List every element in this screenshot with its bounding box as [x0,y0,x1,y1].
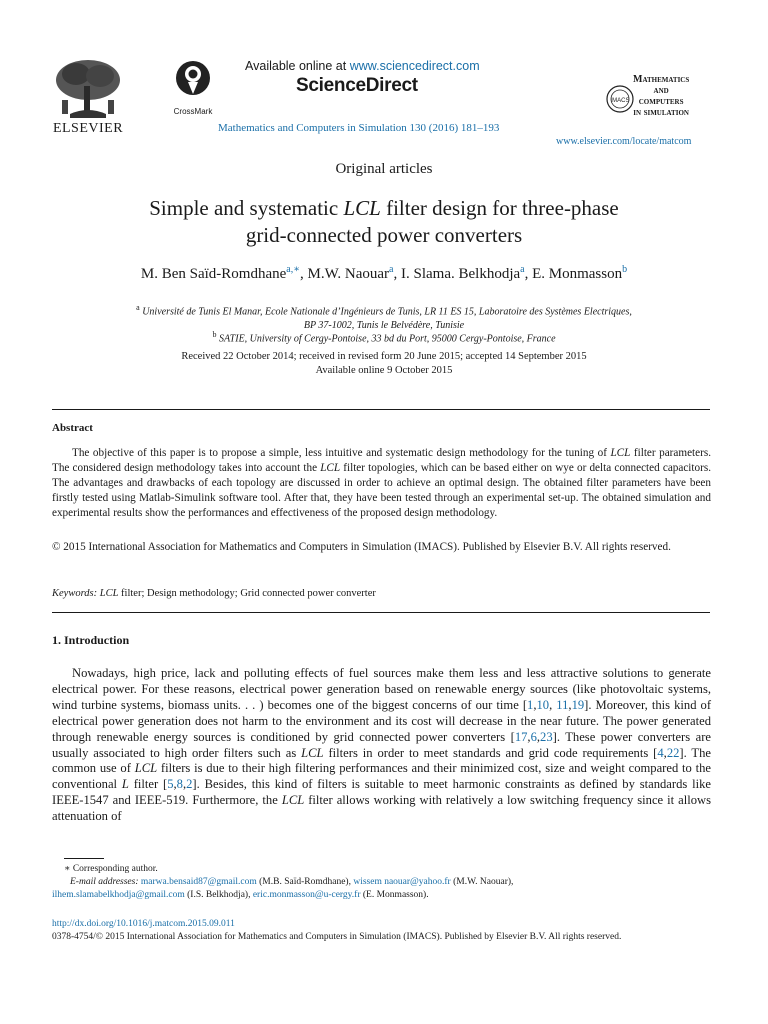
citation-link[interactable]: 22 [666,745,680,760]
email-link[interactable]: eric.monmasson@u-cergy.fr [252,890,361,900]
available-online [245,59,480,73]
introduction-paragraph: Nowadays, high price, lack and polluting effects of fuel sources make them less and less attractive solutions to generate electrical power. For these reasons, electrical power generation based on renewable energy sources (like photovoltaic systems, wind turbine systems, biomass units. . . ) becomes one of the biggest concerns of our time [1,10, 11,19]. Moreover, this kind of electrical power generation does not harm to the environment and its cost will decrease in the near future. The power generated through renewable energy sources is conditioned by grid connected power converters [17,6,23]. These power converters are usually associated to high order filters such as LCL filters in order to meet standards and grid code requirements [4,22]. The common use of LCL filters is due to their high filtering performances and their minimized cost, size and weight compared to the conventional L filter [5,8,2]. Besides, this kind of filters is suitable to meet harmonic constraints as defined by standards like IEEE-1547 and IEEE-519. Furthermore, the LCL filter allows working with relatively a low switching frequency since it allows attenuation of [52,666,712,824]
email-line-1 [52,876,711,889]
keywords-list: filter; Design methodology; Grid connected power converter [118,588,376,599]
article-title [60,195,708,249]
email-owner: (E. Monmasson). [360,890,429,900]
citation-link[interactable]: 10 [536,697,550,712]
imacs-seal-icon [605,84,635,114]
intro-text: ]. Besides, this kind of filters is suitable to meet harmonic constraints as defined by standards like IEEE-1547 and IEEE-519. Furthermore, the [52,777,711,808]
abstract-lcl: LCL [320,462,341,474]
citation-link[interactable]: 4 [657,745,664,760]
intro-text: ]. The common use of [52,745,712,776]
intro-lcl: LCL [134,761,158,776]
title-line-2: grid-connected power converters [245,223,523,247]
corresponding-author-note: ∗ Corresponding author. [64,864,158,874]
crossmark-label: CrossMark [173,107,213,116]
title-part-1: Simple and systematic [149,196,344,220]
section-type: Original articles [335,161,433,177]
keywords [52,588,376,599]
author-list [40,264,728,283]
sciencedirect-link[interactable]: www.sciencedirect.com [349,59,480,73]
intro-lcl: LCL [301,745,324,760]
intro-text: Nowadays, high price, lack and polluting effects of fuel sources make them less and less attractive solutions to generate electrical power. For these reasons, electrical power generation based on renewable energy sources (like photovoltaic systems, wind turbine systems, biomass units. . . ) becomes one of the biggest concerns of our time [ [52,666,711,712]
email-owner: (M.W. Naouar), [450,877,514,887]
intro-text: filter allows working with relatively a low switching frequency since it allows attenuation of [52,793,711,824]
email-link[interactable]: wissem naouar@yahoo.fr [353,877,451,887]
citation-link[interactable]: 6 [530,729,537,744]
abstract-segment: filter topologies, which can be based either on wye or delta connected capacitors. The advantages and drawbacks of each topology are discussed in order to achieve an optimal design. The obtained filter parameters have been firstly tested using Matlab-Simulink software tool. After that, they have been tested through an experimental set-up. The obtained simulation and experimental results show the performances and effectiveness of the proposed design methodology. [52,462,711,519]
elsevier-logo [50,56,126,137]
author-separator: , [524,266,533,282]
email-owner: (M.B. Saïd-Romdhane), [256,877,354,887]
elsevier-wordmark: ELSEVIER [52,121,124,136]
affil-a-line1: Université de Tunis El Manar, Ecole Nationale d’Ingénieurs de Tunis, LR 11 ES 15, Laboratoire des Systèmes Electriques, [139,306,632,318]
matcom-title-line3: computers [638,96,684,107]
affil-a-line2: BP 37-1002, Tunis le Belvédère, Tunisie [303,320,465,332]
author-affil-link[interactable]: b [622,264,628,275]
abstract-bottom-rule [52,612,710,613]
intro-l: L [121,777,129,792]
abstract-heading: Abstract [52,422,93,434]
intro-lcl: LCL [281,793,305,808]
keywords-label: Keywords: [52,588,98,599]
author-name: E. Monmasson [532,266,623,282]
citation-link[interactable]: 2 [186,777,193,792]
abstract-text [52,446,711,521]
available-prefix: Available online at [245,59,350,73]
email-label: E-mail addresses: [70,877,139,887]
matcom-journal-title [633,74,689,118]
sciencedirect-wordmark: ScienceDirect [296,75,418,96]
email-owner: (I.S. Belkhodja), [184,890,253,900]
citation-link[interactable]: 17 [514,729,528,744]
author-affil-link[interactable]: a [389,264,394,275]
author-separator: , [300,266,308,282]
journal-reference[interactable]: Mathematics and Computers in Simulation 130 (2016) 181–193 [218,122,500,134]
intro-text: filters is due to their high filtering performances and their minimized cost, size and weight compared to the conventional [52,761,712,792]
author-affil-link[interactable]: a [520,264,525,275]
matcom-url-link[interactable]: www.elsevier.com/locate/matcom [556,136,692,147]
footnote-rule [64,858,104,859]
author-affil-link[interactable]: a,∗ [286,264,301,275]
intro-text: ]. These power converters are usually associated to high order filters such as [52,729,711,760]
keyword-lcl: LCL [99,588,119,599]
title-part-2: filter design for three-phase [380,196,619,220]
affil-b-line: SATIE, University of Cergy-Pontoise, 33 bd du Port, 95000 Cergy-Pontoise, France [216,333,556,345]
citation-link[interactable]: 1 [527,697,534,712]
top-rule [52,409,710,410]
doi-link[interactable]: http://dx.doi.org/10.1016/j.matcom.2015.09.011 [52,919,235,929]
affiliation-b [40,328,728,346]
section-heading-introduction: 1. Introduction [52,633,130,647]
matcom-title-line4: in simulation [633,107,689,118]
intro-text: filter [ [128,777,168,792]
issn-copyright: 0378-4754/© 2015 International Association for Mathematics and Computers in Simulation (IMACS). Published by Elsevier B.V. All rights reserved. [52,932,622,942]
affil-a-marker: a [136,303,140,312]
author-name: I. Slama. Belkhodja [401,266,521,282]
citation-link[interactable]: 8 [176,777,183,792]
citation-link[interactable]: 5 [167,777,174,792]
imacs-seal-text: IMACS [610,98,630,104]
matcom-title-line2: and [653,85,669,96]
author-name: M.W. Naouar [307,266,390,282]
email-line-2 [52,889,711,902]
abstract-copyright: © 2015 International Association for Mathematics and Computers in Simulation (IMACS). Published by Elsevier B.V. All rights reserved. [52,541,671,553]
intro-text: filters in order to meet standards and grid code requirements [ [323,745,658,760]
received-dates: Received 22 October 2014; received in revised form 20 June 2015; accepted 14 September 2015 [181,351,587,362]
intro-text: ]. Moreover, this kind of electrical power generation does not harm to the environment and its cost will decrease in the near future. The power generated through renewable energy sources is conditioned by grid connected power converters [ [52,697,712,744]
crossmark-icon [175,60,211,100]
title-lcl: LCL [343,196,381,220]
affil-b-marker: b [212,330,217,339]
email-link[interactable]: marwa.bensaid87@gmail.com [140,877,257,887]
citation-link[interactable]: 23 [540,729,553,744]
footnotes [52,863,711,902]
author-separator: , [393,266,401,282]
abstract-segment: The objective of this paper is to propose a simple, less intuitive and systematic design methodology for the tuning of [72,447,611,459]
elsevier-tree-icon [50,56,126,120]
author-name: M. Ben Saïd-Romdhane [140,266,287,282]
email-link[interactable]: ilhem.slamabelkhodja@gmail.com [52,890,185,900]
crossmark-badge[interactable] [170,60,216,116]
citation-link[interactable]: 19 [571,697,585,712]
matcom-title-line1: Mathematics [633,74,690,85]
abstract-lcl: LCL [610,447,631,459]
abstract-segment: filter parameters. The considered design methodology takes into account the [52,447,711,474]
available-online-date: Available online 9 October 2015 [315,365,453,376]
citation-link[interactable]: 11 [556,697,569,712]
